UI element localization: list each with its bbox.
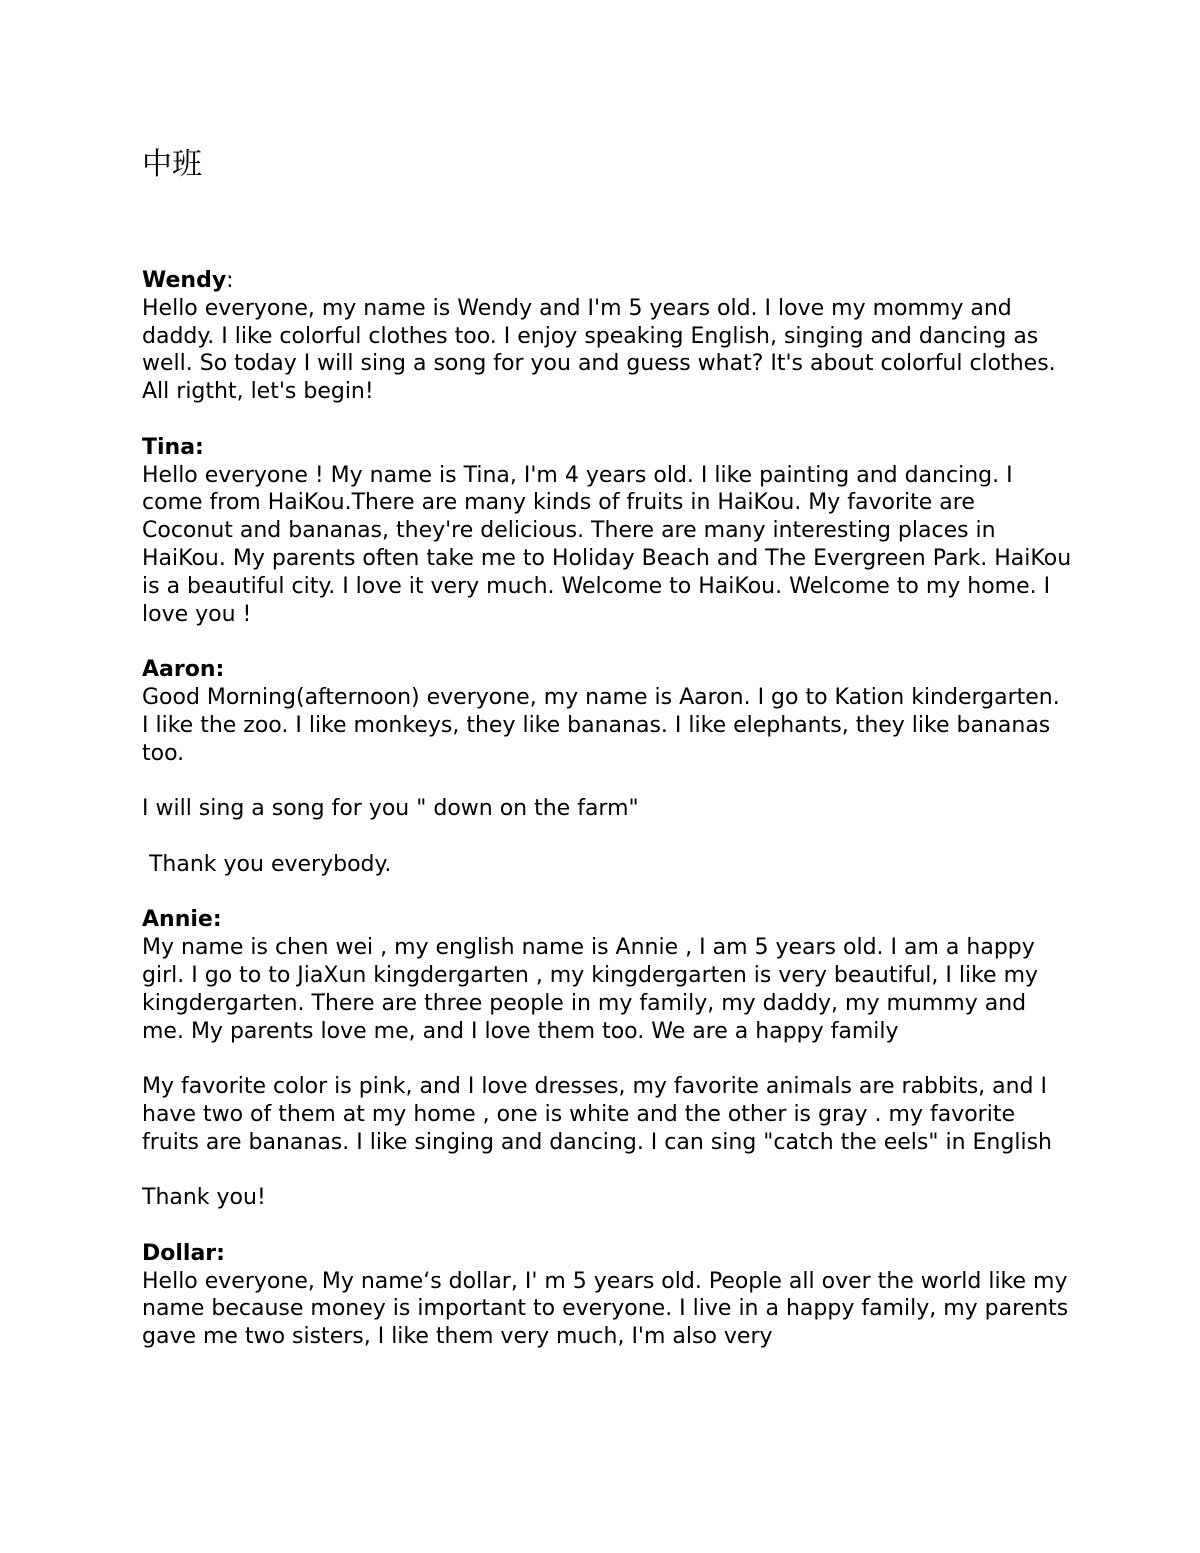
speech-paragraph: My favorite color is pink, and I love dresses, my favorite animals are rabbits, and I have two of them at my home , one is white and the other is gray . my favorite fruits are bananas. I like singing and dancing. I can sing "catch the eels" in English	[142, 1074, 1052, 1155]
speaker-name: Annie:	[142, 907, 222, 933]
speaker-name: Dollar:	[142, 1240, 225, 1266]
speaker-section-annie	[142, 906, 1072, 1212]
speaker-name: Wendy	[142, 268, 227, 293]
document-title: 中班	[142, 147, 202, 182]
speech-paragraph: Thank you everybody.	[142, 851, 392, 877]
speaker-suffix: :	[226, 268, 234, 293]
speaker-section-tina	[142, 434, 1072, 629]
document-body	[142, 143, 1072, 1351]
speech-paragraph: I will sing a song for you " down on the farm"	[142, 796, 639, 822]
speech-paragraph: Hello everyone ! My name is Tina, I'm 4 years old. I like painting and dancing. I come from HaiKou.There are many kinds of fruits in HaiKou. My favorite are Coconut and bananas, they're delicious. There are many interesting places in HaiKou. My parents often take me to Holiday Beach and The Evergreen Park. HaiKou is a beautiful city. I love it very much. Welcome to HaiKou. Welcome to my home. I love you !	[142, 462, 1072, 627]
speaker-section-aaron	[142, 656, 1072, 878]
speaker-name: Aaron:	[142, 657, 225, 683]
speech-paragraph: Hello everyone, My name‘s dollar, I' m 5 years old. People all over the world like my name because money is important to everyone. I live in a happy family, my parents gave me two sisters, I like them very much, I'm also very	[142, 1268, 1069, 1350]
speaker-name: Tina:	[142, 434, 204, 460]
speech-paragraph: My name is chen wei , my english name is Annie , I am 5 years old. I am a happy girl. I go to to JiaXun kingdergarten , my kingdergarten is very beautiful, I like my kingdergarten. There are three people in my family, my daddy, my mummy and me. My parents love me, and I love them too. We are a happy family	[142, 935, 1039, 1044]
speaker-section-wendy	[142, 267, 1072, 406]
speech-paragraph: Good Morning(afternoon) everyone, my name is Aaron. I go to Kation kindergarten. I like the zoo. I like monkeys, they like bananas. I like elephants, they like bananas too.	[142, 684, 1060, 766]
speech-paragraph: Thank you!	[142, 1185, 266, 1211]
speech-paragraph: Hello everyone, my name is Wendy and I'm 5 years old. I love my mommy and daddy. I like colorful clothes too. I enjoy speaking English, singing and dancing as well. So today I will sing a song for you and guess what? It's about colorful clothes. All rigtht, let's begin!	[142, 295, 1056, 405]
speaker-heading	[142, 267, 1072, 295]
speaker-section-dollar	[142, 1240, 1072, 1351]
